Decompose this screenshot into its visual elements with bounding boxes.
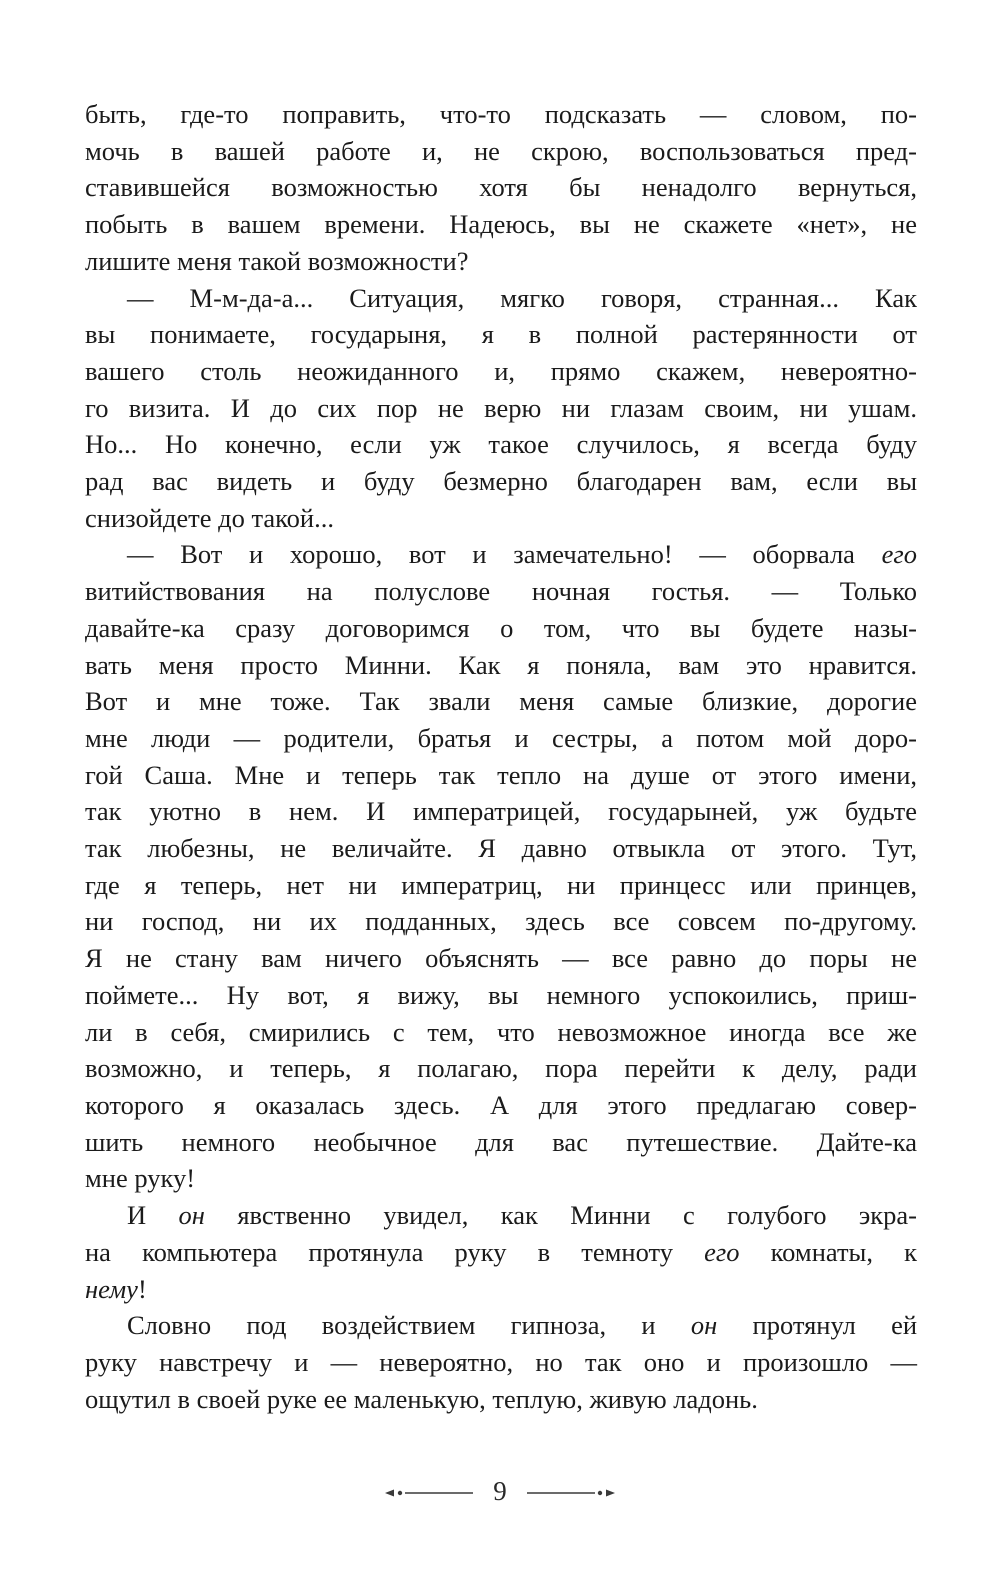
text-run: на компьютера протянула руку в темноту	[85, 1236, 705, 1267]
text-line	[85, 169, 917, 206]
text-line	[85, 1160, 917, 1197]
ornament-left-icon	[385, 1486, 473, 1498]
text-run: — М-м-да-а... Ситуация, мягко говоря, странная... Как	[127, 282, 917, 313]
text-run: мне люди — родители, братья и сестры, а потом мой доро-	[85, 722, 917, 753]
text-run: ли в себя, смирились с тем, что невозможное иногда все же	[85, 1016, 917, 1047]
text-line	[85, 720, 917, 757]
ornament-right-icon	[527, 1486, 615, 1498]
text-line	[85, 536, 917, 573]
text-run: Вот и мне тоже. Так звали меня самые близкие, дорогие	[85, 686, 917, 717]
text-line	[85, 940, 917, 977]
text-line	[85, 903, 917, 940]
text-run: ни господ, ни их подданных, здесь все совсем по-другому.	[85, 906, 917, 937]
text-line	[85, 1234, 917, 1271]
text-line	[85, 647, 917, 684]
text-run: ощутил в своей руке ее маленькую, теплую, живую ладонь.	[85, 1383, 758, 1414]
text-line	[85, 1271, 917, 1308]
text-run: витийствования на полуслове ночная гостья. — Только	[85, 576, 917, 607]
text-line	[85, 867, 917, 904]
text-line	[85, 96, 917, 133]
text-line	[85, 793, 917, 830]
text-run: давайте-ка сразу договоримся о том, что вы будете назы-	[85, 612, 917, 643]
text-run: ставившейся возможностью хотя бы ненадолго вернуться,	[85, 172, 917, 203]
text-run: снизойдете до такой...	[85, 502, 334, 533]
text-line	[85, 1124, 917, 1161]
page-footer	[0, 1478, 1000, 1505]
text-line	[85, 1344, 917, 1381]
text-run: так уютно в нем. И императрицей, государыней, уж будьте	[85, 796, 917, 827]
text-run: лишите меня такой возможности?	[85, 245, 469, 276]
text-run: протянул ей	[717, 1310, 918, 1341]
text-line	[85, 426, 917, 463]
text-run: Но... Но конечно, если уж такое случилось, я всегда буду	[85, 429, 917, 460]
text-run: — Вот и хорошо, вот и замечательно! — оборвала	[127, 539, 882, 570]
text-block	[85, 96, 917, 1417]
text-run: И	[127, 1200, 179, 1231]
text-line	[85, 390, 917, 427]
text-run: явственно увидел, как Минни с голубого экра-	[204, 1200, 917, 1231]
text-line	[85, 610, 917, 647]
text-line	[85, 977, 917, 1014]
text-run: мне руку!	[85, 1163, 196, 1194]
text-line	[85, 280, 917, 317]
text-line	[85, 683, 917, 720]
text-run: шить немного необычное для вас путешествие. Дайте-ка	[85, 1126, 917, 1157]
text-line	[85, 757, 917, 794]
text-run: поймете... Ну вот, я вижу, вы немного успокоились, приш-	[85, 979, 917, 1010]
page-number: 9	[493, 1476, 507, 1506]
italic-text-run: его	[704, 1236, 740, 1267]
text-line	[85, 1014, 917, 1051]
text-run: которого я оказалась здесь. А для этого предлагаю совер-	[85, 1089, 917, 1120]
text-run: так любезны, не величайте. Я давно отвыкла от этого. Тут,	[85, 833, 917, 864]
text-run: комнаты, к	[739, 1236, 917, 1267]
text-line	[85, 830, 917, 867]
text-line	[85, 1050, 917, 1087]
text-run: мочь в вашей работе и, не скрою, воспользоваться пред-	[85, 135, 917, 166]
text-run: где я теперь, нет ни императриц, ни принцесс или принцев,	[85, 869, 917, 900]
text-run: рад вас видеть и буду безмерно благодарен вам, если вы	[85, 466, 917, 497]
text-run: !	[137, 1273, 147, 1304]
text-line	[85, 1381, 917, 1418]
text-line	[85, 1307, 917, 1344]
text-run: Я не стану вам ничего объяснять — все равно до поры не	[85, 943, 917, 974]
text-run: гой Саша. Мне и теперь так тепло на душе от этого имени,	[85, 759, 917, 790]
text-line	[85, 206, 917, 243]
text-line	[85, 243, 917, 280]
italic-text-run: его	[881, 539, 917, 570]
text-line	[85, 500, 917, 537]
text-run: руку навстречу и — невероятно, но так оно и произошло —	[85, 1346, 917, 1377]
text-line	[85, 133, 917, 170]
text-run: Словно под воздействием гипноза, и	[127, 1310, 691, 1341]
text-run: вы понимаете, государыня, я в полной растерянности от	[85, 319, 917, 350]
text-line	[85, 573, 917, 610]
text-line	[85, 353, 917, 390]
text-run: го визита. И до сих пор не верю ни глазам своим, ни ушам.	[85, 392, 917, 423]
italic-text-run: он	[178, 1200, 205, 1231]
text-line	[85, 1197, 917, 1234]
italic-text-run: нему	[85, 1273, 138, 1304]
text-run: вашего столь неожиданного и, прямо скажем, невероятно-	[85, 355, 917, 386]
text-line	[85, 1087, 917, 1124]
text-run: вать меня просто Минни. Как я поняла, вам это нравится.	[85, 649, 917, 680]
italic-text-run: он	[690, 1310, 718, 1341]
text-run: возможно, и теперь, я полагаю, пора перейти к делу, ради	[85, 1053, 917, 1084]
text-line	[85, 463, 917, 500]
text-run: быть, где-то поправить, что-то подсказать — словом, по-	[85, 99, 917, 129]
text-run: побыть в вашем времени. Надеюсь, вы не скажете «нет», не	[85, 209, 917, 240]
text-line	[85, 316, 917, 353]
